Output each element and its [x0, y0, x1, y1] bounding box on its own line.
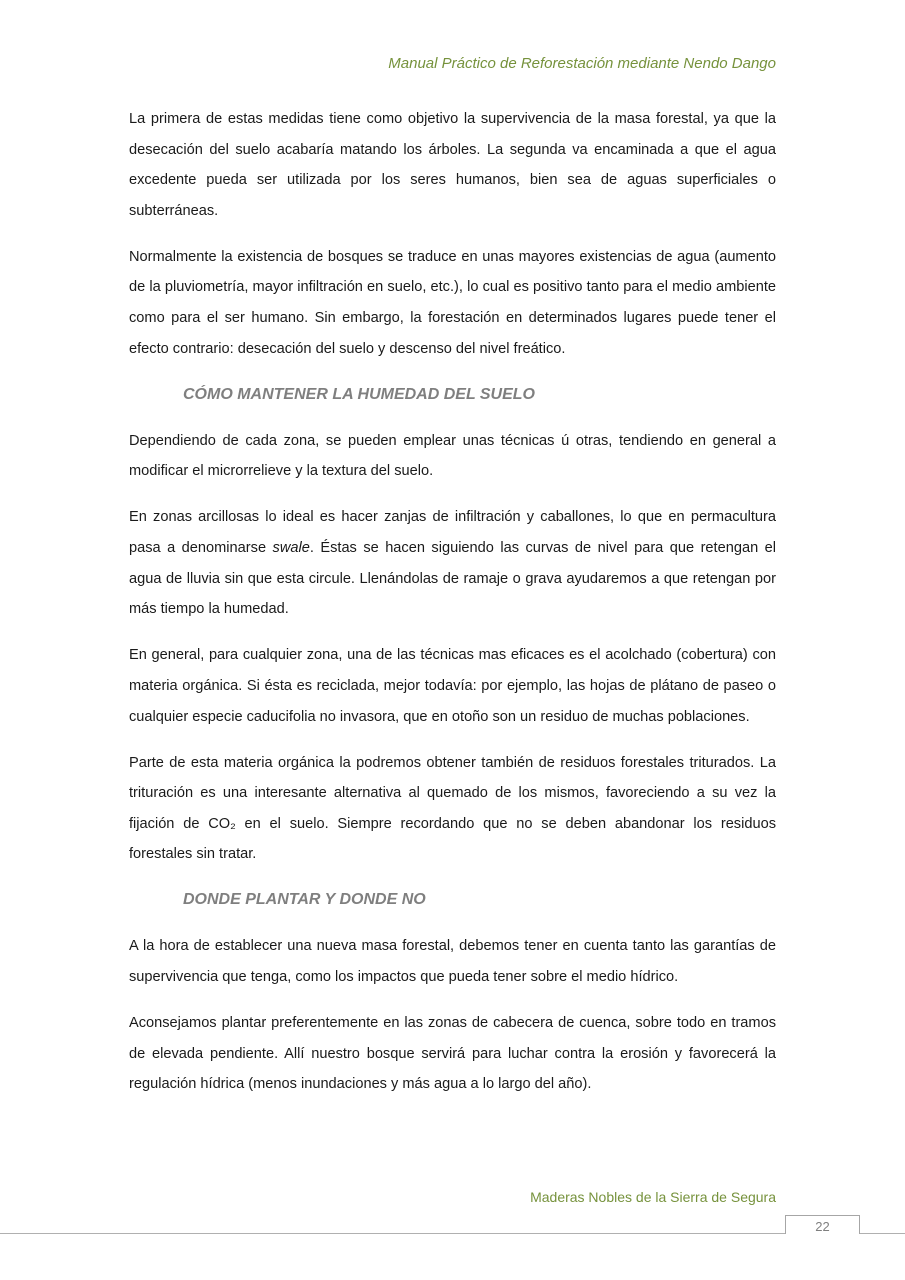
- paragraph-water-existence: Normalmente la existencia de bosques se traduce en unas mayores existencias de agua (aumento de la pluviometría, mayor infiltración en suelo, etc.), lo cual es positivo tanto para el medio ambiente como para el ser humano. Sin embargo, la forestación en determinados lugares puede tener el efecto contrario: desecación del suelo y descenso del nivel freático.: [129, 248, 776, 357]
- paragraph-mulching: En general, para cualquier zona, una de las técnicas mas eficaces es el acolchado (cobertura) con materia orgánica. Si ésta es reciclada, mejor todavía: por ejemplo, las hojas de plátano de paseo o cualquier especie caducifolia no invasora, que en otoño son un residuo de muchas poblaciones.: [129, 647, 776, 725]
- paragraph-new-forest: A la hora de establecer una nueva masa forestal, debemos tener en cuenta tanto las garantías de supervivencia que tenga, como los impactos que pueda tener sobre el medio hídrico.: [129, 938, 776, 986]
- paragraph-swale-text-before: En zonas arcillosas lo ideal es hacer zanjas de infiltración y caballones, lo que en permacultura pasa a denominarse: [129, 509, 776, 557]
- section-heading-where-to-plant: DONDE PLANTAR Y DONDE NO: [183, 891, 426, 909]
- paragraph-swale-text-after: . Éstas se hacen siguiendo las curvas de nivel para que retengan el agua de lluvia sin que esta circule. Llenándolas de ramaje o grava ayudaremos a que retengan por más tiempo la humedad.: [129, 540, 777, 618]
- paragraph-forest-residues: Parte de esta materia orgánica la podremos obtener también de residuos forestales triturados. La trituración es una interesante alternativa al quemado de los mismos, favoreciendo a su vez la fijación de CO₂ en el suelo. Siempre recordando que no se deben abandonar los residuos forestales sin tratar.: [129, 754, 776, 863]
- running-header: Manual Práctico de Reforestación mediante Nendo Dango: [388, 55, 776, 72]
- page-number: 22: [785, 1215, 860, 1234]
- section-heading-soil-moisture: CÓMO MANTENER LA HUMEDAD DEL SUELO: [183, 385, 535, 403]
- paragraph-recommendation: Aconsejamos plantar preferentemente en las zonas de cabecera de cuenca, sobre todo en tramos de elevada pendiente. Allí nuestro bosque servirá para luchar contra la erosión y favorecerá la regulación hídrica (menos inundaciones y más agua a lo largo del año).: [129, 1015, 776, 1093]
- paragraph-swale: [129, 502, 776, 624]
- running-footer: Maderas Nobles de la Sierra de Segura: [530, 1189, 776, 1205]
- footer-divider: [0, 1233, 905, 1234]
- swale-term: swale: [272, 540, 310, 557]
- paragraph-forest-survival: La primera de estas medidas tiene como objetivo la supervivencia de la masa forestal, ya que la desecación del suelo acabaría matando los árboles. La segunda va encaminada a que el agua excedente pueda ser utilizada por los seres humanos, bien sea de aguas superficiales o subterráneas.: [129, 111, 776, 219]
- paragraph-techniques: Dependiendo de cada zona, se pueden emplear unas técnicas ú otras, tendiendo en general a modificar el microrrelieve y la textura del suelo.: [129, 432, 776, 480]
- document-body: [129, 104, 776, 1115]
